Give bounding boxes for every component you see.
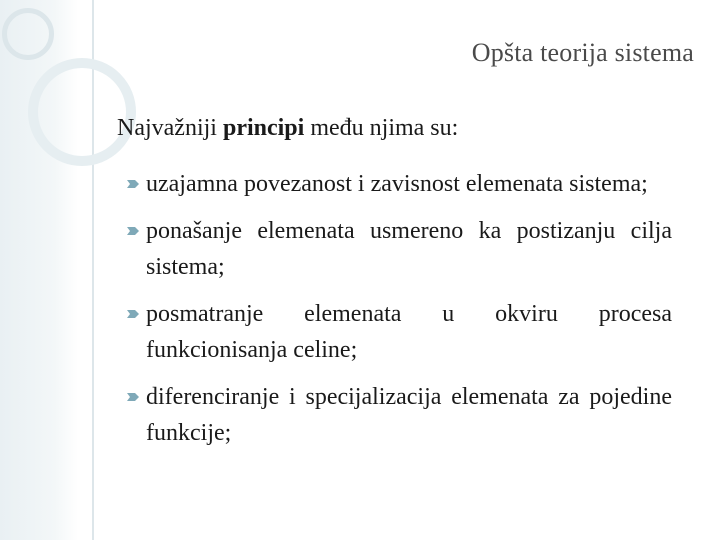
bullet-text: ponašanje elemenata usmereno ka postizanju cilja sistema; [146, 218, 672, 280]
ribbon-bullet-icon [126, 178, 140, 190]
intro-bold-term: principi [222, 115, 305, 141]
intro-after: među njima su: [304, 115, 459, 141]
bullet-item [126, 379, 672, 451]
bullet-item [126, 213, 672, 285]
ribbon-bullet-icon [126, 225, 140, 237]
intro-line [117, 115, 458, 142]
bullet-text: posmatranje elemenata u okviru procesa funkcionisanja celine; [146, 301, 672, 363]
bullet-item [126, 296, 672, 368]
bullet-text: uzajamna povezanost i zavisnost elemenata sistema; [146, 171, 648, 197]
bullet-text: diferenciranje i specijalizacija elemenata za pojedine funkcije; [146, 384, 672, 446]
intro-before: Najvažniji [117, 115, 223, 141]
ribbon-bullet-icon [126, 391, 140, 403]
large-ring-decoration [28, 58, 136, 166]
slide-title: Opšta teorija sistema [471, 38, 694, 67]
bullet-item [126, 166, 672, 202]
small-ring-decoration [2, 8, 54, 60]
ribbon-bullet-icon [126, 308, 140, 320]
bullet-list [126, 166, 672, 462]
